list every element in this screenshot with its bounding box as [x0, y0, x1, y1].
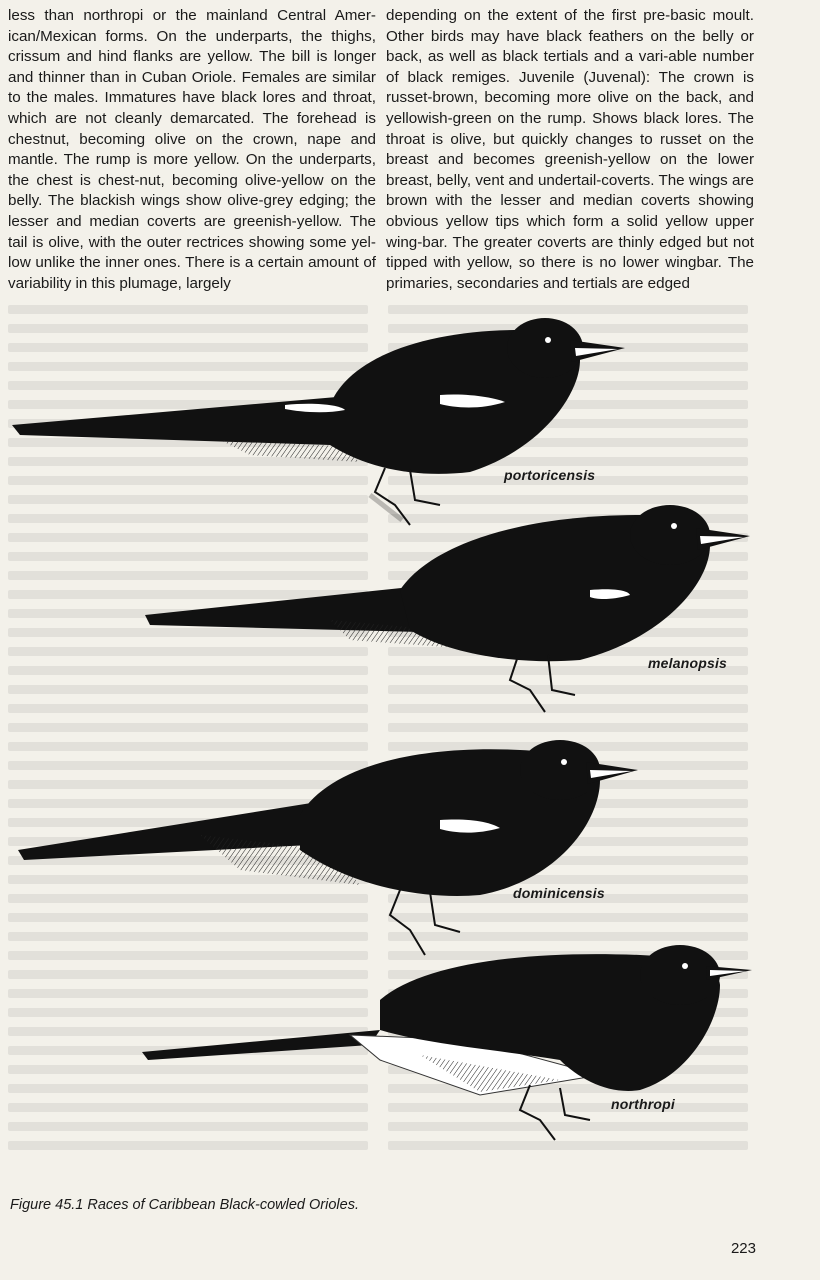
- label-dominicensis: dominicensis: [513, 885, 605, 901]
- label-portoricensis: portoricensis: [504, 467, 596, 483]
- text-column-left: [8, 6, 376, 294]
- bird-dominicensis: [18, 740, 638, 955]
- paragraph-right: depending on the extent of the first pre-basic moult. Other birds may have black feathers on the belly or back, as well as black tertials and a vari-able number of black remiges. Juvenile (Juvenal): The crown is russet-brown, becoming more olive on the back, and yellowish-green on the rump. Shows black lores. The throat is olive, but quickly changes to russet on the breast and becomes greenish-yellow on the lower breast, belly, vent and undertail-coverts. The wings are brown with the lesser and median coverts showing obvious yellow tips which form a solid yellow upper wing-bar. The greater coverts are thinly edged but not tipped with yellow, so there is no lower wingbar. The primaries, secondaries and tertials are edged: [386, 7, 754, 292]
- oriole-plate-illustration: [0, 290, 820, 1210]
- text-column-right: [386, 6, 754, 294]
- bird-portoricensis: [12, 318, 625, 525]
- label-northropi: northropi: [611, 1096, 676, 1112]
- paragraph-left: less than northropi or the mainland Central Amer-ican/Mexican forms. On the underparts, the thighs, crissum and hind flanks are yellow. The bill is longer and thinner than in Cuban Oriole. Females are similar to the males. Immatures have black lores and throat, which are not cleanly demarcated. The forehead is chestnut, becoming olive on the crown, nape and mantle. The rump is more yellow. On the underparts, the chest is chest-nut, becoming olive-yellow on the belly. The blackish wings show olive-grey edging; the lesser and median coverts are greenish-yellow. The tail is olive, with the outer rectrices showing some yel-low unlike the inner ones. There is a certain amount of variability in this plumage, largely: [8, 7, 376, 292]
- bird-melanopsis: [145, 505, 750, 712]
- page-number: 223: [730, 1240, 756, 1257]
- figure-caption: Figure 45.1 Races of Caribbean Black-cowled Orioles.: [10, 1197, 359, 1213]
- label-melanopsis: melanopsis: [648, 655, 728, 671]
